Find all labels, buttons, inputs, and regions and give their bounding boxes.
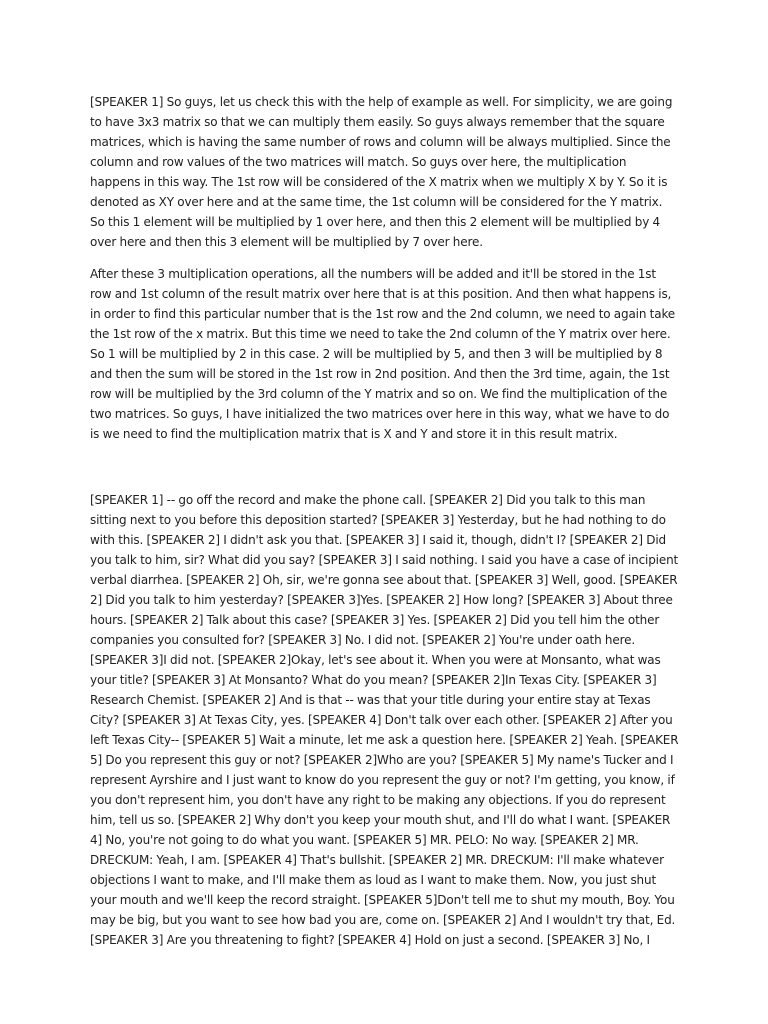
paragraph-matrix-explanation: After these 3 multiplication operations, all the numbers will be added and it'll be stored in the 1st row and 1st column of the result matrix over here that is at this position. And then what happens is, in order to find this particular number that is the 1st row and the 2nd column, we need to again take the 1st row of the x matrix. But this time we need to take the 2nd column of the Y matrix over here. So 1 will be multiplied by 2 in this case. 2 will be multiplied by 5, and then 3 will be multiplied by 8 and then the sum will be stored in the 1st row in 2nd position. And then the 3rd time, again, the 1st row will be multiplied by the 3rd column of the Y matrix and so on. We find the multiplication of the two matrices. So guys, I have initialized the two matrices over here in this way, what we have to do is we need to find the multiplication matrix that is X and Y and store it in this result matrix. xyxy=(90,267,676,441)
paragraph-matrix-example: [SPEAKER 1] So guys, let us check this with the help of example as well. For simplicity, we are going to have 3x3 matrix so that we can multiply them easily. So guys always remember that the square matrices, which is having the same number of rows and column will be always multiplied. Since the column and row values of the two matrices will match. So guys over here, the multiplication happens in this way. The 1st row will be considered of the X matrix when we multiply X by Y. So it is denoted as XY over here and at the same time, the 1st column will be considered for the Y matrix. So this 1 element will be multiplied by 1 over here, and then this 2 element will be multiplied by 4 over here and then this 3 element will be multiplied by 7 over here. xyxy=(90,95,673,249)
paragraph-deposition-transcript: [SPEAKER 1] -- go off the record and make the phone call. [SPEAKER 2] Did you talk to this man sitting next to you before this deposition started? [SPEAKER 3] Yesterday, but he had nothing to do with this. [SPEAKER 2] I didn't ask you that. [SPEAKER 3] I said it, though, didn't I? [SPEAKER 2] Did you talk to him, sir? What did you say? [SPEAKER 3] I said nothing. I said you have a case of incipient verbal diarrhea. [SPEAKER 2] Oh, sir, we're gonna see about that. [SPEAKER 3] Well, good. [SPEAKER 2] Did you talk to him yesterday? [SPEAKER 3]Yes. [SPEAKER 2] How long? [SPEAKER 3] About three hours. [SPEAKER 2] Talk about this case? [SPEAKER 3] Yes. [SPEAKER 2] Did you tell him the other companies you consulted for? [SPEAKER 3] No. I did not. [SPEAKER 2] You're under oath here. [SPEAKER 3]I did not. [SPEAKER 2]Okay, let's see about it. When you were at Monsanto, what was your title? [SPEAKER 3] At Monsanto? What do you mean? [SPEAKER 2]In Texas City. [SPEAKER 3] Research Chemist. [SPEAKER 2] And is that -- was that your title during your entire stay at Texas City? [SPEAKER 3] At Texas City, yes. [SPEAKER 4] Don't talk over each other. [SPEAKER 2] After you left Texas City-- [SPEAKER 5] Wait a minute, let me ask a question here. [SPEAKER 2] Yeah. [SPEAKER 5] Do you represent this guy or not? [SPEAKER 2]Who are you? [SPEAKER 5] My name's Tucker and I represent Ayrshire and I just want to know do you represent the guy or not? I'm getting, you know, if you don't represent him, you don't have any right to be making any objections. If you do represent him, tell us so. [SPEAKER 2] Why don't you keep your mouth shut, and I'll do what I want. [SPEAKER 4] No, you're not going to do what you want. [SPEAKER 5] MR. PELO: No way. [SPEAKER 2] MR. DRECKUM: Yeah, I am. [SPEAKER 4] That's bullshit. [SPEAKER 2] MR. DRECKUM: I'll make whatever objections I want to make, and I'll make them as loud as I want to make them. Now, you just shut your mouth and we'll keep the record straight. [SPEAKER 5]Don't tell me to shut my mouth, Boy. You may be big, but you want to see how bad you are, come on. [SPEAKER 2] And I wouldn't try that, Ed. [SPEAKER 3] Are you threatening to fight? [SPEAKER 4] Hold on just a second. [SPEAKER 3] No, I xyxy=(90,493,679,947)
document-page xyxy=(90,92,680,950)
